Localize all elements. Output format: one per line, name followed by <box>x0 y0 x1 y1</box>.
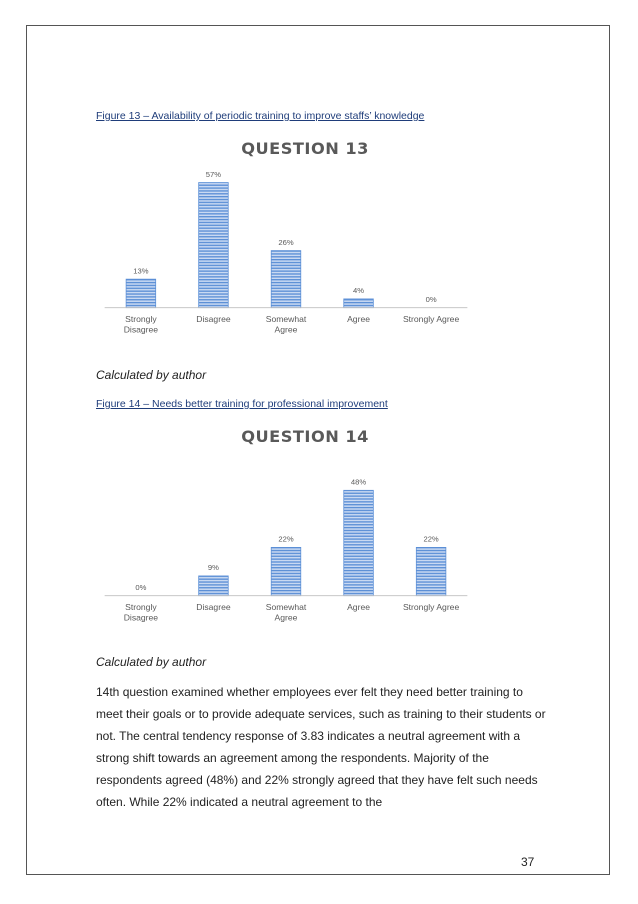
page-number: 37 <box>521 855 535 869</box>
bar <box>344 299 374 308</box>
bar <box>416 547 446 595</box>
category-label: Agree <box>274 324 298 335</box>
data-label: 13% <box>133 266 149 276</box>
category-label: Somewhat <box>265 314 307 324</box>
category-label: Somewhat <box>265 602 307 612</box>
chart-question-14-svg <box>96 421 476 631</box>
bar <box>271 251 301 308</box>
figure-13-source: Calculated by author <box>96 368 207 382</box>
data-label: 26% <box>278 237 294 247</box>
body-paragraph: 14th question examined whether employees ever felt they need better training to meet their goals or to provide adequate services, such as training to their students or not. The central tendency response of 3.83 indicates a neutral agreement with a strong shift towards an agreement among the respondents. Majority of the respondents agreed (48%) and 22% strongly agreed that they have felt such needs often. While 22% indicated a neutral agreement to the <box>96 685 546 809</box>
figure-14-caption: Figure 14 – Needs better training for professional improvement <box>96 398 388 410</box>
category-label: Agree <box>347 602 370 612</box>
category-label: Strongly Agree <box>402 314 460 324</box>
category-label: Strongly Agree <box>402 602 460 612</box>
bar <box>344 490 374 595</box>
body-text <box>96 681 546 813</box>
chart-question-13 <box>96 133 476 343</box>
figure-14-source: Calculated by author <box>96 655 207 669</box>
category-label: Disagree <box>123 612 159 623</box>
figure-13-caption: Figure 13 – Availability of periodic training to improve staffs’ knowledge <box>96 110 425 122</box>
chart-title: QUESTION 13 <box>241 139 369 158</box>
category-label: Strongly <box>125 314 157 324</box>
data-label: 22% <box>278 534 294 544</box>
category-label: Agree <box>274 612 298 623</box>
data-label: 9% <box>207 563 219 573</box>
category-label: Agree <box>347 314 370 324</box>
bar <box>271 547 301 595</box>
bar <box>199 183 229 308</box>
category-label: Disagree <box>196 602 231 612</box>
category-label: Disagree <box>196 314 231 324</box>
bar <box>126 279 156 308</box>
chart-title: QUESTION 14 <box>241 427 369 446</box>
chart-question-14 <box>96 421 476 631</box>
data-label: 48% <box>350 477 367 487</box>
chart-question-13-svg <box>96 133 476 343</box>
category-label: Strongly <box>125 602 157 612</box>
category-label: Disagree <box>123 324 159 335</box>
data-label: 0% <box>425 294 437 304</box>
data-label: 57% <box>205 169 222 179</box>
bar <box>199 576 229 596</box>
data-label: 22% <box>423 534 439 544</box>
data-label: 0% <box>135 582 147 592</box>
data-label: 4% <box>353 286 365 296</box>
